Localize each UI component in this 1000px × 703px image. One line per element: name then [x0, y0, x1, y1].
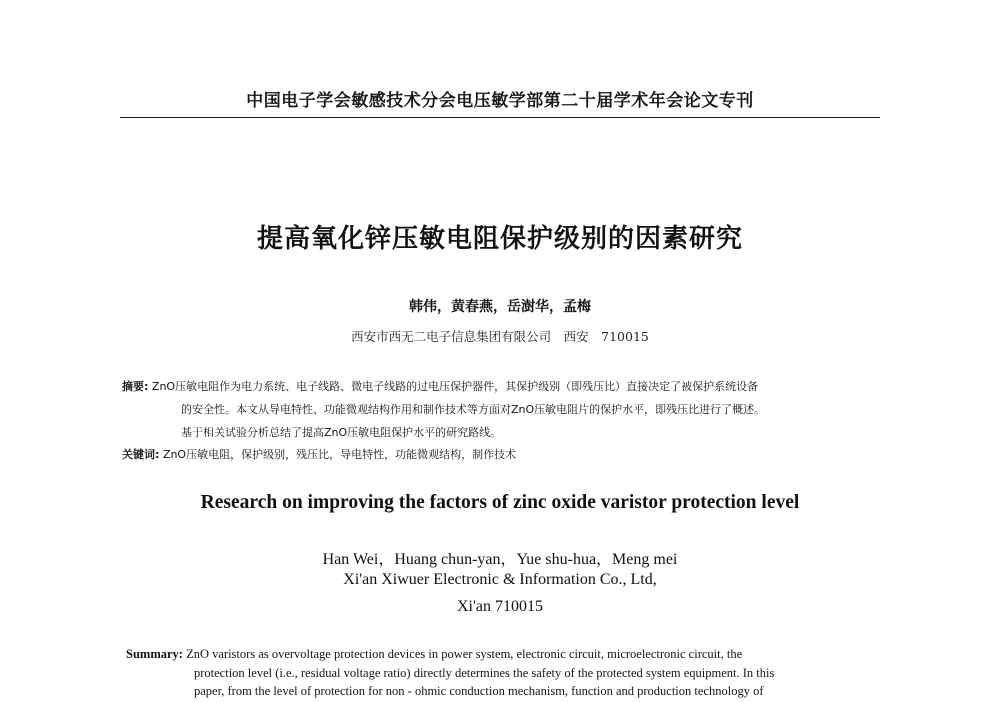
keywords-chinese — [122, 446, 516, 462]
summary-label: Summary: — [126, 647, 183, 661]
paper-title-chinese: 提高氧化锌压敏电阻保护级别的因素研究 — [256, 224, 743, 254]
abstract-chinese-line — [122, 378, 758, 394]
journal-header-title: 中国电子学会敏感技术分会电压敏学部第二十届学术年会论文专刊 — [246, 91, 754, 111]
affiliation-english: Xi'an Xiwuer Electronic & Information Co., Ltd, — [343, 571, 657, 588]
abstract-label: 摘要: — [122, 380, 149, 393]
summary-english-line: paper, from the level of protection for non - ohmic conduction mechanism, function and production technology of — [194, 684, 764, 698]
paper-title-english: Research on improving the factors of zinc oxide varistor protection level — [200, 492, 800, 513]
affiliation-chinese: 西安市西无二电子信息集团有限公司 西安 710015 — [351, 329, 649, 344]
abstract-text: ZnO压敏电阻作为电力系统、电子线路、微电子线路的过电压保护器件，其保护级别（即残压比）直接决定了被保护系统设备 — [151, 380, 759, 393]
summary-english-line: protection level (i.e., residual voltage ratio) directly determines the safety of the protected system equipment. In this — [194, 666, 775, 680]
header-divider — [120, 117, 880, 118]
summary-text: ZnO varistors as overvoltage protection devices in power system, electronic circuit, microelectronic circuit, the — [186, 647, 743, 661]
abstract-chinese-line: 基于相关试验分析总结了提高ZnO压敏电阻保护水平的研究路线。 — [181, 426, 502, 439]
affiliation-english-city: Xi'an 710015 — [457, 598, 543, 615]
keywords-label: 关键词: — [122, 448, 160, 461]
abstract-chinese-line: 的安全性。本文从导电特性、功能微观结构作用和制作技术等方面对ZnO压敏电阻片的保护水平，即残压比进行了概述。 — [181, 403, 766, 416]
summary-english-line — [126, 647, 742, 662]
authors-english: Han Wei，Huang chun-yan，Yue shu-hua，Meng mei — [322, 551, 678, 568]
keywords-text: ZnO压敏电阻，保护级别，残压比，导电特性，功能微观结构，制作技术 — [162, 448, 517, 461]
authors-chinese: 韩伟，黄春燕，岳澍华，孟梅 — [409, 299, 591, 315]
